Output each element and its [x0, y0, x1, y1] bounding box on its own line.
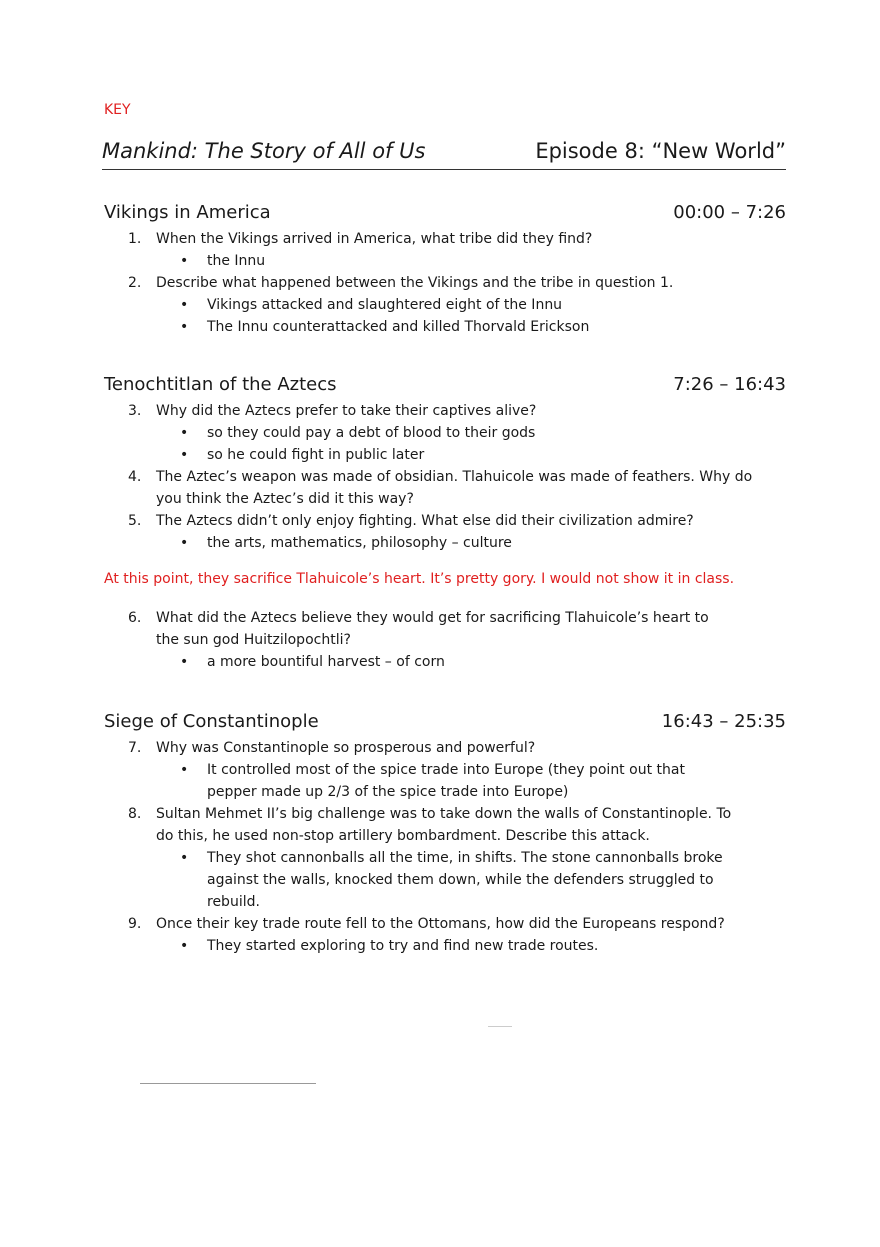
- answer-list: [104, 532, 786, 554]
- section-timestamp: 16:43 – 25:35: [661, 711, 786, 732]
- question-4: [104, 466, 786, 510]
- question-5: [104, 510, 786, 532]
- answer-list: [104, 250, 786, 272]
- question-number: 3.: [128, 403, 142, 419]
- answer: • a more bountiful harvest – of corn: [104, 651, 786, 673]
- answer-list: [104, 759, 786, 803]
- question-text: Once their key trade route fell to the Ottomans, how did the Europeans respond?: [156, 916, 725, 932]
- question-7: [104, 737, 786, 759]
- question-number: 1.: [128, 231, 142, 247]
- question-text: Sultan Mehmet II’s big challenge was to take down the walls of Constantinople. To do this, he used non-stop artillery bombardment. Describe this attack.: [156, 806, 732, 844]
- answer: • so they could pay a debt of blood to their gods: [104, 422, 786, 444]
- question-text: Why was Constantinople so prosperous and powerful?: [156, 740, 536, 756]
- section-aztecs: [104, 374, 786, 554]
- question-number: 6.: [128, 610, 142, 626]
- question-list: [104, 737, 786, 957]
- question-text: The Aztecs didn’t only enjoy fighting. What else did their civilization admire?: [156, 513, 694, 529]
- question-text: Why did the Aztecs prefer to take their captives alive?: [156, 403, 537, 419]
- question-text: When the Vikings arrived in America, what tribe did they find?: [156, 231, 593, 247]
- teacher-note: At this point, they sacrifice Tlahuicole’s heart. It’s pretty gory. I would not show it in class.: [104, 571, 735, 587]
- page-header: [102, 139, 786, 170]
- section-header: [104, 202, 786, 228]
- question-1: [104, 228, 786, 250]
- question-text: What did the Aztecs believe they would get for sacrificing Tlahuicole’s heart to the sun god Huitzilopochtli?: [156, 610, 709, 648]
- question-list: [104, 228, 786, 338]
- answer: • They started exploring to try and find new trade routes.: [104, 935, 786, 957]
- section-header: [104, 374, 786, 400]
- question-2: [104, 272, 786, 294]
- section-title: Siege of Constantinople: [104, 711, 319, 732]
- question-number: 2.: [128, 275, 142, 291]
- answer: • The Innu counterattacked and killed Thorvald Erickson: [104, 316, 786, 338]
- question-text: Describe what happened between the Vikings and the tribe in question 1.: [156, 275, 674, 291]
- question-3: [104, 400, 786, 422]
- section-title: Tenochtitlan of the Aztecs: [104, 374, 337, 395]
- section-header: [104, 711, 786, 737]
- question-number: 8.: [128, 806, 142, 822]
- answer: • the Innu: [104, 250, 786, 272]
- question-8: [104, 803, 786, 847]
- episode-title: Episode 8: “New World”: [535, 139, 786, 163]
- answer-list: [104, 422, 786, 466]
- answer: • so he could fight in public later: [104, 444, 786, 466]
- answer-list: [104, 847, 786, 913]
- answer-list: [104, 651, 786, 673]
- answer: • the arts, mathematics, philosophy – culture: [104, 532, 786, 554]
- answer: • It controlled most of the spice trade into Europe (they point out that pepper made up 2/3 of the spice trade into Europe): [104, 759, 786, 803]
- question-list: [104, 400, 786, 554]
- section-aztecs-continued: [104, 607, 786, 673]
- question-6: [104, 607, 786, 651]
- page-title: Mankind: The Story of All of Us: [102, 139, 426, 163]
- question-number: 5.: [128, 513, 142, 529]
- answer: • Vikings attacked and slaughtered eight of the Innu: [104, 294, 786, 316]
- section-timestamp: 7:26 – 16:43: [673, 374, 786, 395]
- section-title: Vikings in America: [104, 202, 271, 223]
- question-text: The Aztec’s weapon was made of obsidian. Tlahuicole was made of feathers. Why do you think the Aztec’s did it this way?: [156, 469, 753, 507]
- answer-list: [104, 935, 786, 957]
- answer: • They shot cannonballs all the time, in shifts. The stone cannonballs broke against the walls, knocked them down, while the defenders struggled to rebuild.: [104, 847, 786, 913]
- answer-list: [104, 294, 786, 338]
- question-list: [104, 607, 786, 673]
- key-label: KEY: [104, 102, 131, 118]
- section-constantinople: [104, 711, 786, 957]
- footnote-divider: [140, 1083, 316, 1084]
- section-vikings: [104, 202, 786, 338]
- question-number: 9.: [128, 916, 142, 932]
- question-number: 7.: [128, 740, 142, 756]
- question-9: [104, 913, 786, 935]
- question-number: 4.: [128, 469, 142, 485]
- divider: [488, 1026, 512, 1027]
- section-timestamp: 00:00 – 7:26: [673, 202, 786, 223]
